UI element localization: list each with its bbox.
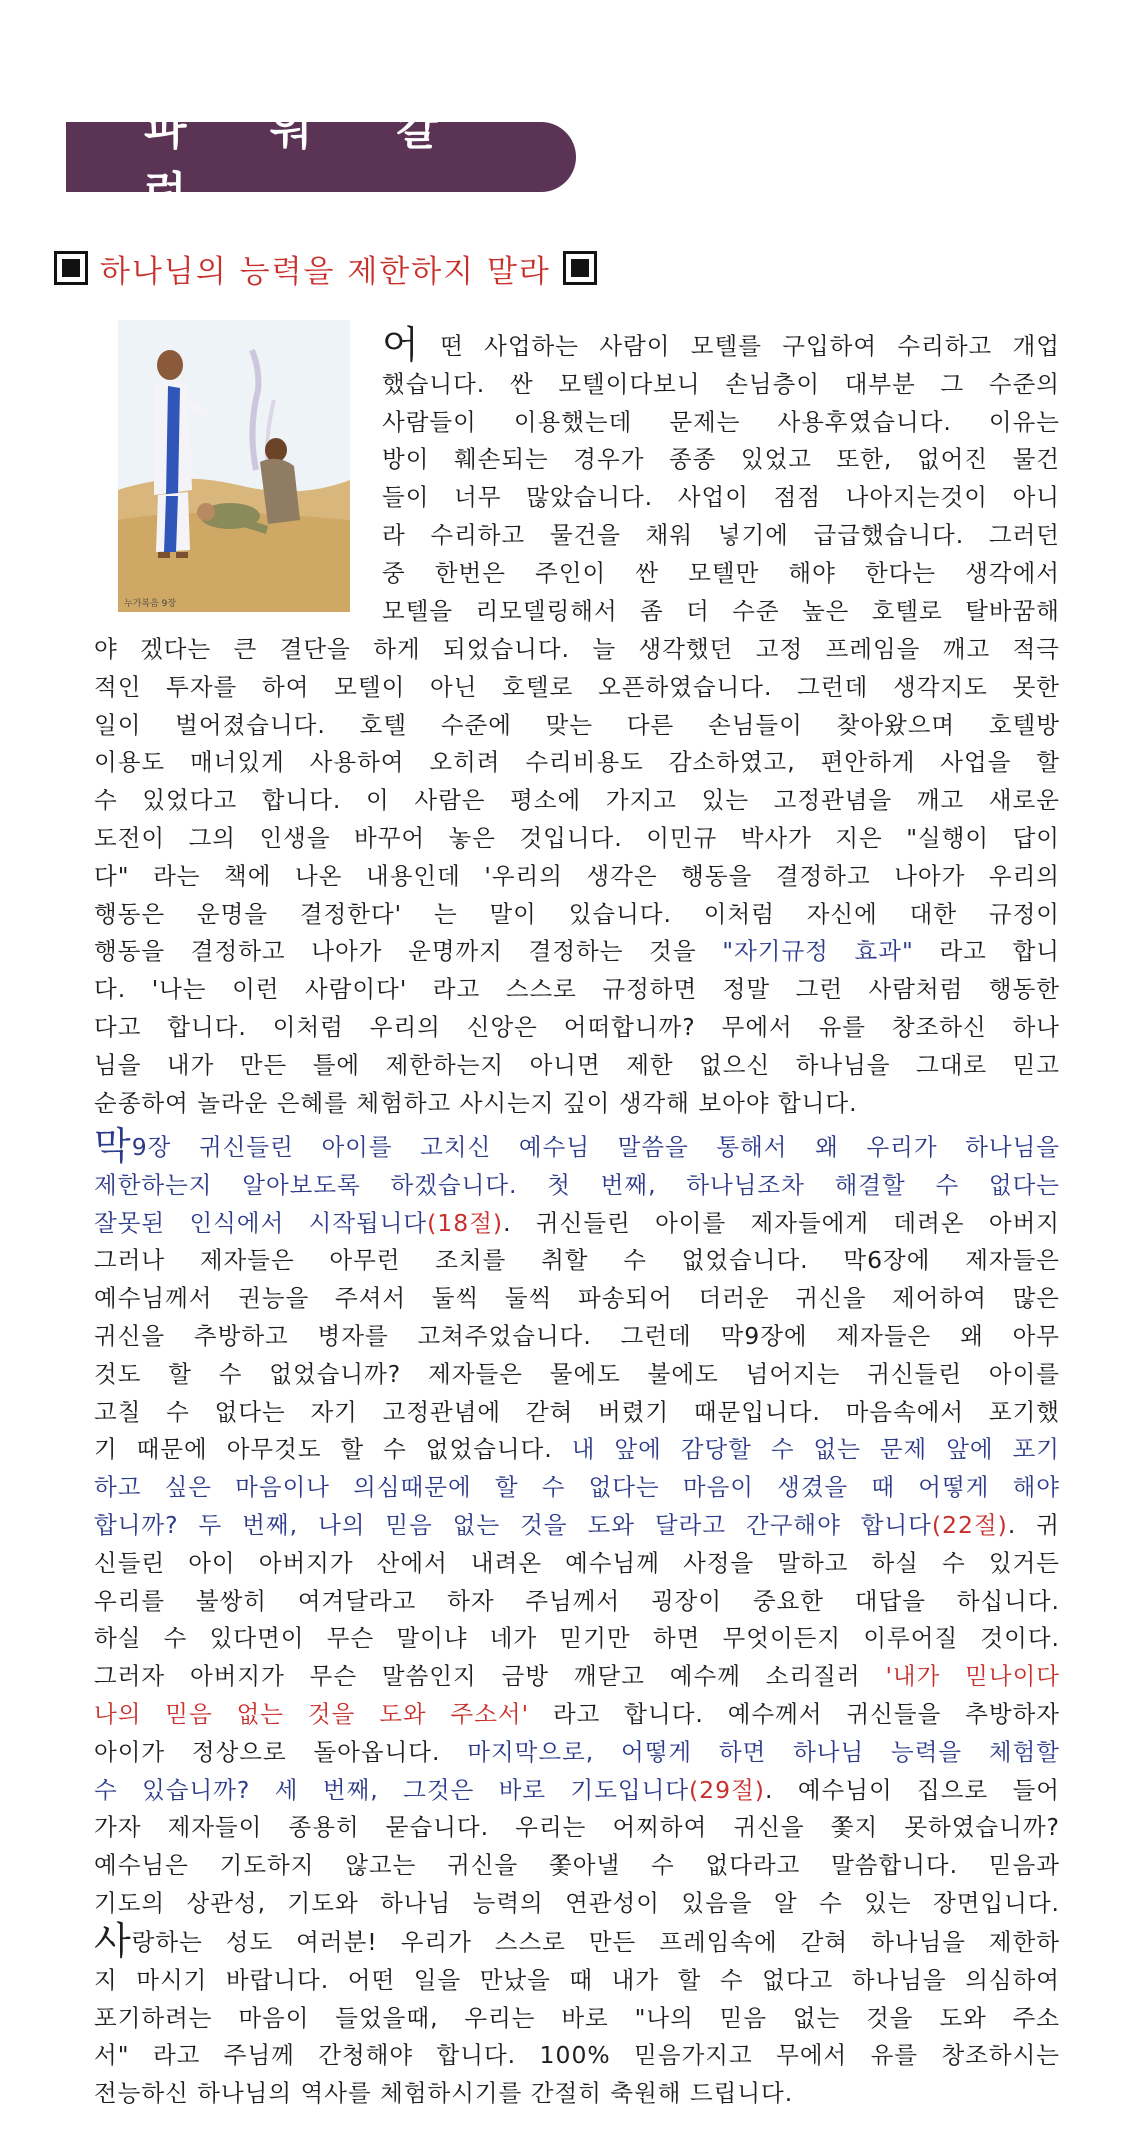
paragraph-1-bottom: 야 겠다는 큰 결단을 하게 되었습니다. 늘 생각했던 고정 프레임을 깨고 적극 적인 투자를 하여 모텔이 아닌 호텔로 오픈하였습니다. 그런데 생각지도 못한 일이 벌어졌습니다. 호텔 수준에 맞는 다른 손님들이 찾아왔으며 호텔방 이용도 매너있게 사용하여 오히려 수리비용도 감소하였고, 편안하게 사업을 할 수 있었다고 합니다. 이 사람은 평소에 가지고 있는 고정관념을 깨고 새로운 도전이 그의 인생을 바꾸어 놓은 것입니다. 이민규 박사가 지은 "실행이 답이 다" 라는 책에 나온 내용인데 '우리의 생각은 행동을 결정하고 나아가 우리의 행동은 운명을 결정한다' 는 말이 있습니다. 이처럼 자신에 대한 규정이 행동을 결정하고 나아가 운명까지 결정하는 것을 "자기규정 효과" 라고 합니 다. '나는 이런 사람이다' 라고 스스로 규정하면 정말 그런 사람처럼 행동한 다고 합니다. 이처럼 우리의 신앙은 어떠합니까? 무에서 유를 창조하신 하나 님을 내가 만든 틀에 제한하는지 아니면 제한 없으신 하나님을 그대로 믿고 순종하여 놀라운 은혜를 체험하고 사시는지 깊이 생각해 보아야 합니다. [94,635,1060,1117]
svg-text:누가복음 9장: 누가복음 9장 [124,599,177,609]
column-banner [66,104,576,219]
jesus-healing-boy-image [118,320,350,612]
square-bullet-icon [563,251,597,285]
article-title: 하나님의 능력을 제한하지 말라 [100,253,551,290]
paragraph-3: 사랑하는 성도 여러분! 우리가 스스로 만든 프레임속에 갇혀 하나님을 제한하 지 마시기 바랍니다. 어떤 일을 만났을 때 내가 할 수 없다고 하나님을 의심하여 포기하려는 마음이 들었을때, 우리는 바로 "나의 믿음 없는 것을 도와 주소 서" 라고 주님께 간청해야 합니다. 100% 믿음가지고 무에서 유를 창조하시는 전능하신 하나님의 역사를 체험하시기를 간절히 축원해 드립니다. [94,1919,1060,2108]
banner-label: 파 워 칼 럼 [144,104,473,219]
article-illustration [118,320,350,612]
paragraph-1-top: 어 떤 사업하는 사람이 모텔를 구입하여 수리하고 개업 했습니다. 싼 모텔이다보니 손님층이 대부분 그 수준의 사람들이 이용했는데 문제는 사용후였습니다. 이유는 방이 훼손되는 경우가 종종 있었고 또한, 없어진 물건 들이 너무 많았습니다. 사업이 점점 나아지는것이 아니 라 수리하고 물건을 채워 넣기에 급급했습니다. 그러던 중 한번은 주인이 싼 모텔만 해야 한다는 생각에서 모텔을 리모델링해서 좀 더 수준 높은 호텔로 탈바꿈해 [382,323,1060,625]
drop-cap: 어 [382,323,420,367]
drop-cap: 막 [94,1124,132,1168]
drop-cap: 사 [94,1919,132,1963]
square-bullet-icon [54,251,88,285]
paragraph-2: 막9장 귀신들린 아이를 고치신 예수님 말씀을 통해서 왜 우리가 하나님을 제한하는지 알아보도록 하겠습니다. 첫 번째, 하나님조차 해결할 수 없다는 잘못된 인식에서 시작됩니다(18절). 귀신들린 아이를 제자들에게 데려온 아버지 그러나 제자들은 아무런 조치를 취할 수 없었습니다. 막6장에 제자들은 예수님께서 권능을 주셔서 둘씩 둘씩 파송되어 더러운 귀신을 제어하여 많은 귀신을 추방하고 병자를 고쳐주었습니다. 그런데 막9장에 제자들은 왜 아무 것도 할 수 없었습니까? 제자들은 물에도 불에도 넘어지는 귀신들린 아이를 고칠 수 없다는 자기 고정관념에 갇혀 버렸기 때문입니다. 마음속에서 포기했 기 때문에 아무것도 할 수 없었습니다. 내 앞에 감당할 수 없는 문제 앞에 포기 하고 싶은 마음이나 의심때문에 할 수 없다는 마음이 생겼을 때 어떻게 해야 합니까? 두 번째, 나의 믿음 없는 것을 도와 달라고 간구해야 합니다(22절). 귀 신들린 아이 아버지가 산에서 내려온 예수님께 사정을 말하고 하실 수 있거든 우리를 불쌍히 여겨달라고 하자 주님께서 굉장이 중요한 대답을 하십니다. 하실 수 있다면이 무슨 말이냐 네가 믿기만 하면 무엇이든지 이루어질 것이다. 그러자 아버지가 무슨 말씀인지 금방 깨닫고 예수께 소리질러 '내가 믿나이다 나의 믿음 없는 것을 도와 주소서' 라고 합니다. 예수께서 귀신들을 추방하자 아이가 정상으로 돌아옵니다. 마지막으로, 어떻게 하면 하나님 능력을 체험할 수 있습니까? 세 번째, 그것은 바로 기도입니다(29절). 예수님이 집으로 들어 가자 제자들이 종용히 묻습니다. 우리는 어찌하여 귀신을 쫓지 못하였습니까? 예수님은 기도하지 않고는 귀신을 쫓아낼 수 없다라고 말씀합니다. 믿음과 기도의 상관성, 기도와 하나님 능력의 연관성이 있음을 알 수 있는 장면입니다. [94,1124,1060,1917]
article-title-row [54,244,597,292]
